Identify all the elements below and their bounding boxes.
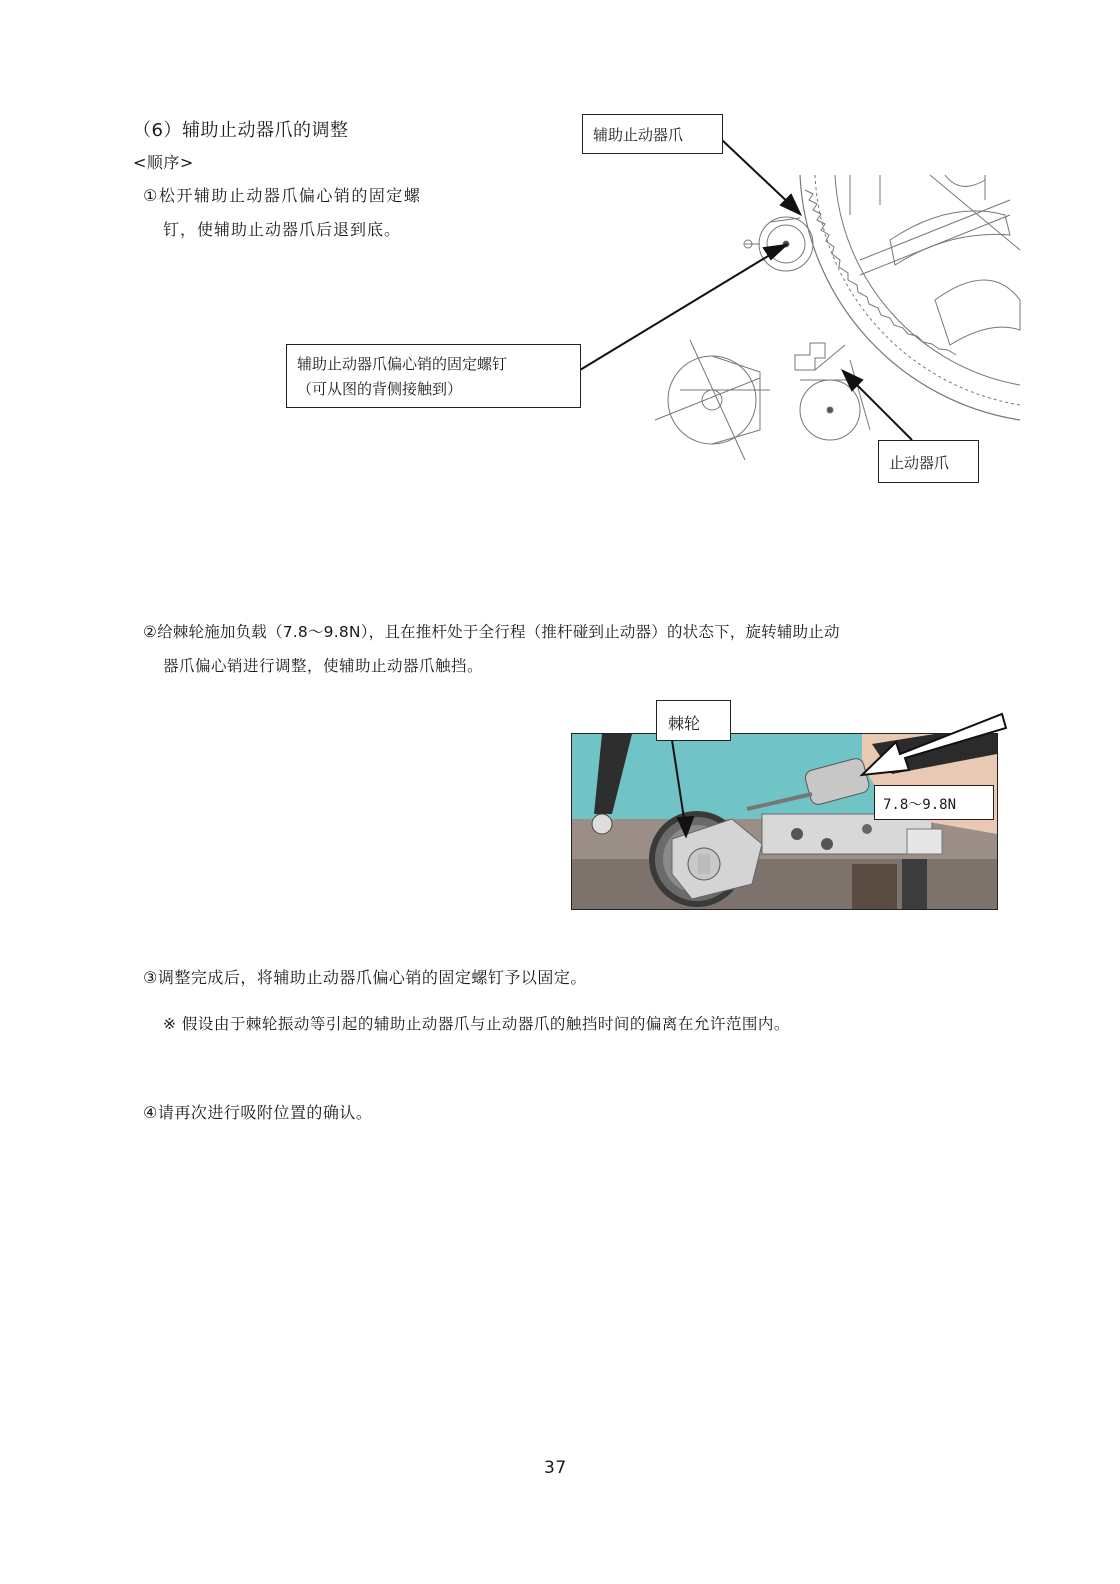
mechanism-diagram — [0, 0, 1120, 600]
callout-fixing-screw: 辅助止动器爪偏心销的固定螺钉 （可从图的背侧接触到） — [286, 344, 581, 408]
page-number: 37 — [544, 1458, 567, 1478]
callout-stop-pawl: 止动器爪 — [878, 440, 979, 483]
callout-ratchet: 棘轮 — [656, 700, 731, 741]
step2-line1: ②给棘轮施加负载（7.8～9.8N），且在推杆处于全行程（推杆碰到止动器）的状态下，旋转辅助止动 — [143, 623, 840, 641]
order-label: <顺序> — [133, 153, 194, 172]
ratchet-adjustment-photo — [571, 733, 998, 910]
callout-aux-pawl: 辅助止动器爪 — [582, 114, 723, 154]
section-title: （6）辅助止动器爪的调整 — [133, 120, 349, 141]
callout-force: 7.8～9.8N — [874, 785, 994, 820]
note: ※ 假设由于棘轮振动等引起的辅助止动器爪与止动器爪的触挡时间的偏离在允许范围内。 — [163, 1015, 790, 1033]
step1-line1: ①松开辅助止动器爪偏心销的固定螺 — [143, 186, 422, 205]
step4: ④请再次进行吸附位置的确认。 — [143, 1103, 373, 1122]
step1-line2: 钉，使辅助止动器爪后退到底。 — [163, 220, 402, 239]
step2-line2: 器爪偏心销进行调整，使辅助止动器爪触挡。 — [163, 657, 484, 675]
step3: ③调整完成后，将辅助止动器爪偏心销的固定螺钉予以固定。 — [143, 968, 587, 987]
